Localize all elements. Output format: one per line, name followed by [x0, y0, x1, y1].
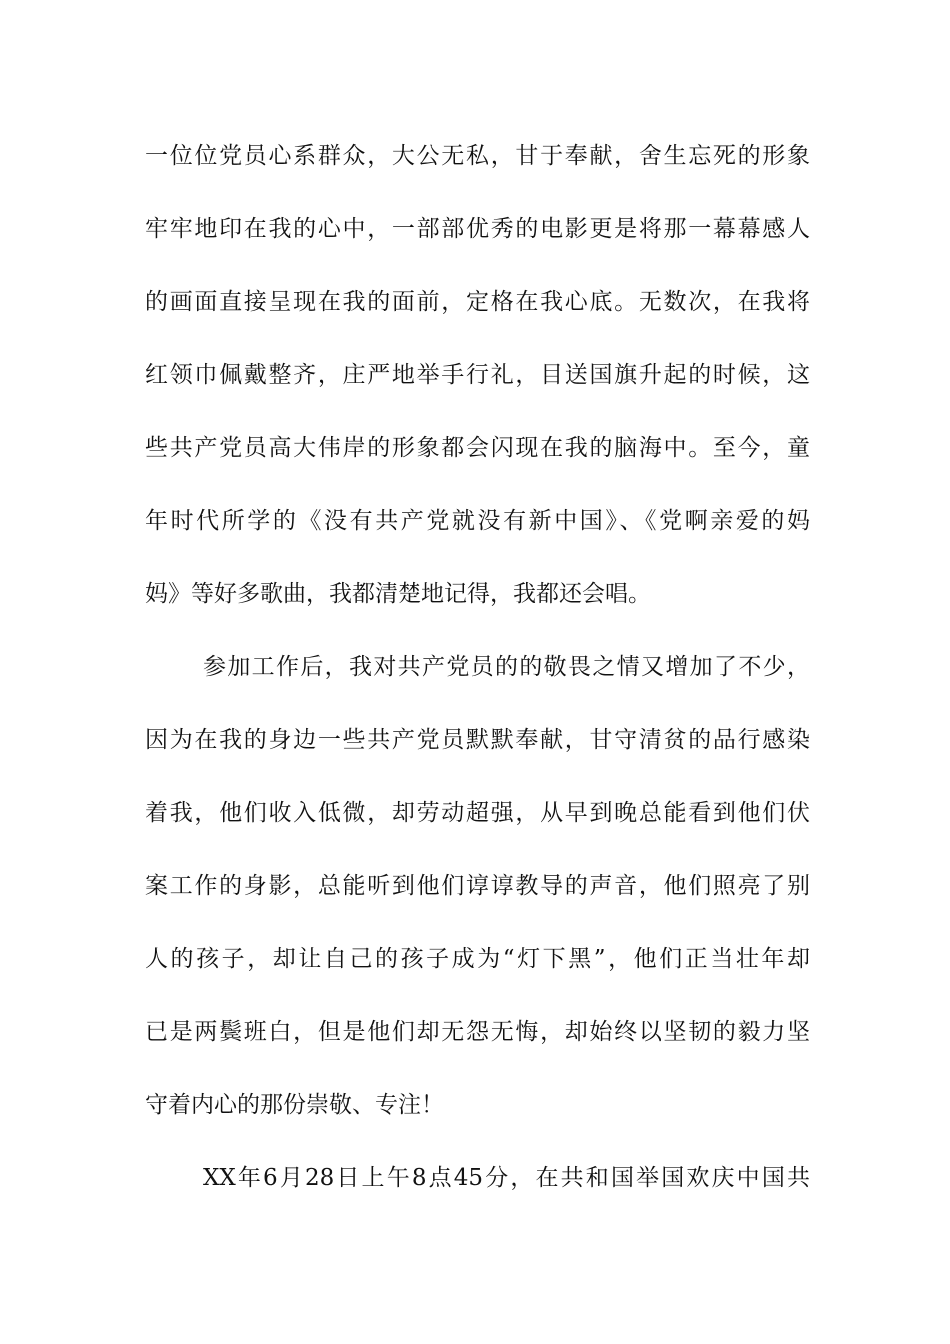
text-line-7: 妈》等好多歌曲，我都清楚地记得，我都还会唱。: [145, 581, 651, 607]
text-line-6: 年时代所学的《没有共产党就没有新中国》、《党啊亲爱的妈: [145, 508, 810, 534]
text-line-5: 些共产党员高大伟岸的形象都会闪现在我的脑海中。至今，童: [145, 435, 810, 461]
body-text: [145, 120, 810, 1215]
text-line-13: 已是两鬓班白，但是他们却无怨无悔，却始终以坚韧的毅力坚: [145, 1019, 810, 1045]
text-line-12: 人的孩子，却让自己的孩子成为“灯下黑”，他们正当壮年却: [145, 946, 810, 972]
text-line-1: 一位位党员心系群众，大公无私，甘于奉献，舍生忘死的形象: [145, 143, 810, 169]
text-line-15: XX年6月28日上午8点45分，在共和国举国欢庆中国共: [203, 1165, 810, 1191]
text-line-8: 参加工作后，我对共产党员的的敬畏之情又增加了不少，: [203, 654, 810, 680]
text-line-9: 因为在我的身边一些共产党员默默奉献，甘守清贫的品行感染: [145, 727, 810, 753]
text-line-4: 红领巾佩戴整齐，庄严地举手行礼，目送国旗升起的时候，这: [145, 362, 810, 388]
text-line-3: 的画面直接呈现在我的面前，定格在我心底。无数次，在我将: [145, 289, 810, 315]
text-line-11: 案工作的身影，总能听到他们谆谆教导的声音，他们照亮了别: [145, 873, 810, 899]
text-line-14: 守着内心的那份崇敬、专注！: [145, 1092, 444, 1118]
text-line-10: 着我，他们收入低微，却劳动超强，从早到晚总能看到他们伏: [145, 800, 810, 826]
text-line-2: 牢牢地印在我的心中，一部部优秀的电影更是将那一幕幕感人: [145, 216, 810, 242]
